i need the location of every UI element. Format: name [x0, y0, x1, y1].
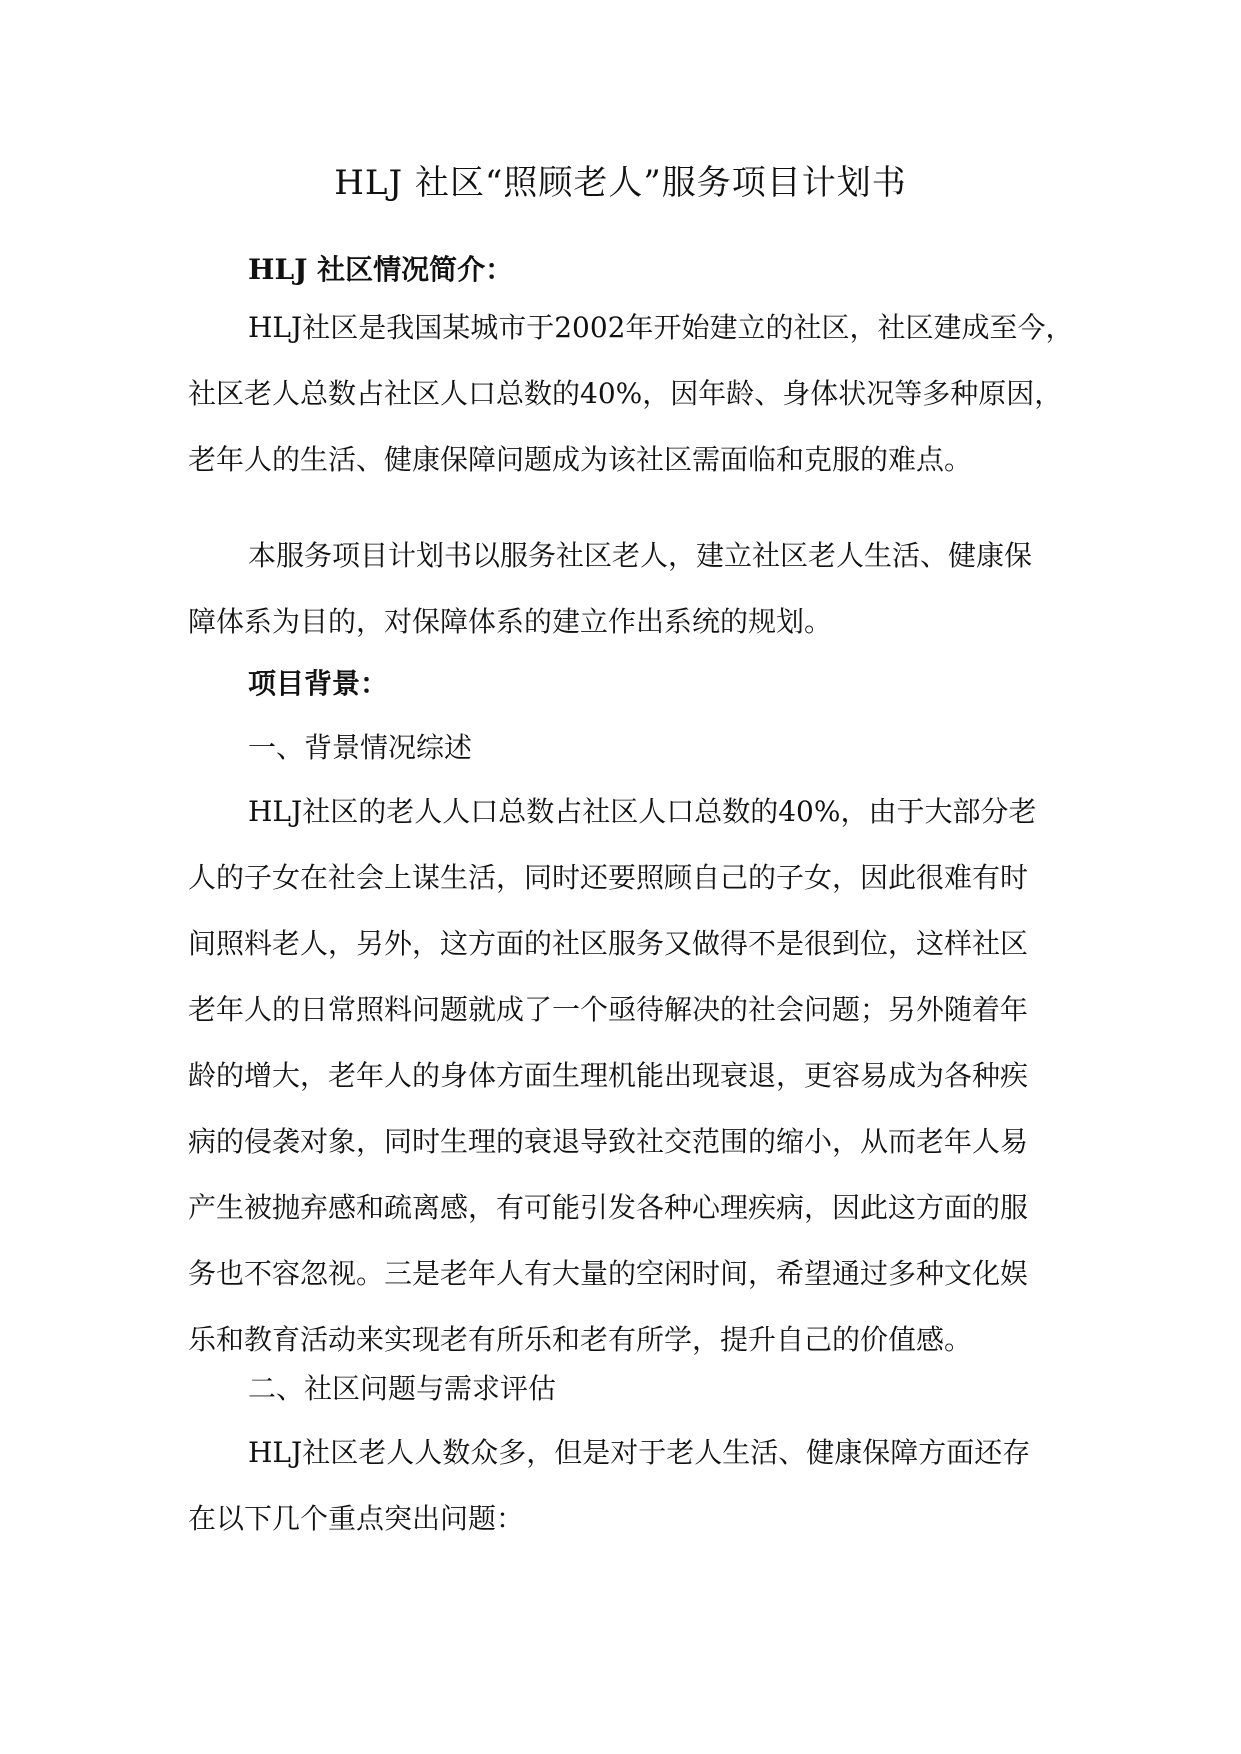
subsection-heading-assessment: 二、社区问题与需求评估: [248, 1372, 557, 1405]
paragraph-line: 乐和教育活动来实现老有所乐和老有所学，提升自己的价值感。: [188, 1323, 973, 1356]
paragraph-line: 产生被抛弃感和疏离感，有可能引发各种心理疾病，因此这方面的服: [188, 1191, 1029, 1224]
paragraph-line: 在以下几个重点突出问题：: [188, 1502, 525, 1535]
paragraph-line: 老年人的日常照料问题就成了一个亟待解决的社会问题；另外随着年: [188, 993, 1029, 1026]
section-heading-background: 项目背景：: [248, 667, 389, 700]
paragraph-intro-2: [188, 523, 1068, 655]
paragraph-line: 务也不容忽视。三是老年人有大量的空闲时间，希望通过多种文化娱: [188, 1257, 1029, 1290]
paragraph-line: HLJ社区的老人人口总数占社区人口总数的40%，由于大部分老: [248, 795, 1037, 828]
paragraph-assessment: [188, 1420, 1068, 1552]
document-title: HLJ 社区“照顾老人”服务项目计划书: [334, 163, 907, 203]
paragraph-line: 社区老人总数占社区人口总数的40%，因年龄、身体状况等多种原因，: [188, 377, 1063, 410]
paragraph-line: 本服务项目计划书以服务社区老人，建立社区老人生活、健康保: [248, 539, 1033, 572]
section-heading-intro: HLJ 社区情况简介：: [248, 253, 514, 286]
subsection-heading-overview: 一、背景情况综述: [248, 731, 473, 764]
paragraph-line: 间照料老人，另外，这方面的社区服务又做得不是很到位，这样社区: [188, 927, 1029, 960]
paragraph-line: 病的侵袭对象，同时生理的衰退导致社交范围的缩小，从而老年人易: [188, 1125, 1029, 1158]
paragraph-line: HLJ社区老人人数众多，但是对于老人生活、健康保障方面还存: [248, 1436, 1031, 1469]
paragraph-intro-1: [188, 295, 1074, 493]
paragraph-line: 老年人的生活、健康保障问题成为该社区需面临和克服的难点。: [188, 443, 973, 476]
paragraph-line: 龄的增大，老年人的身体方面生理机能出现衰退，更容易成为各种疾: [188, 1059, 1029, 1092]
paragraph-background: [188, 779, 1068, 1373]
paragraph-line: 障体系为目的，对保障体系的建立作出系统的规划。: [188, 605, 833, 638]
paragraph-line: HLJ社区是我国某城市于2002年开始建立的社区，社区建成至今，: [248, 311, 1074, 344]
paragraph-line: 人的子女在社会上谋生活，同时还要照顾自己的子女，因此很难有时: [188, 861, 1029, 894]
